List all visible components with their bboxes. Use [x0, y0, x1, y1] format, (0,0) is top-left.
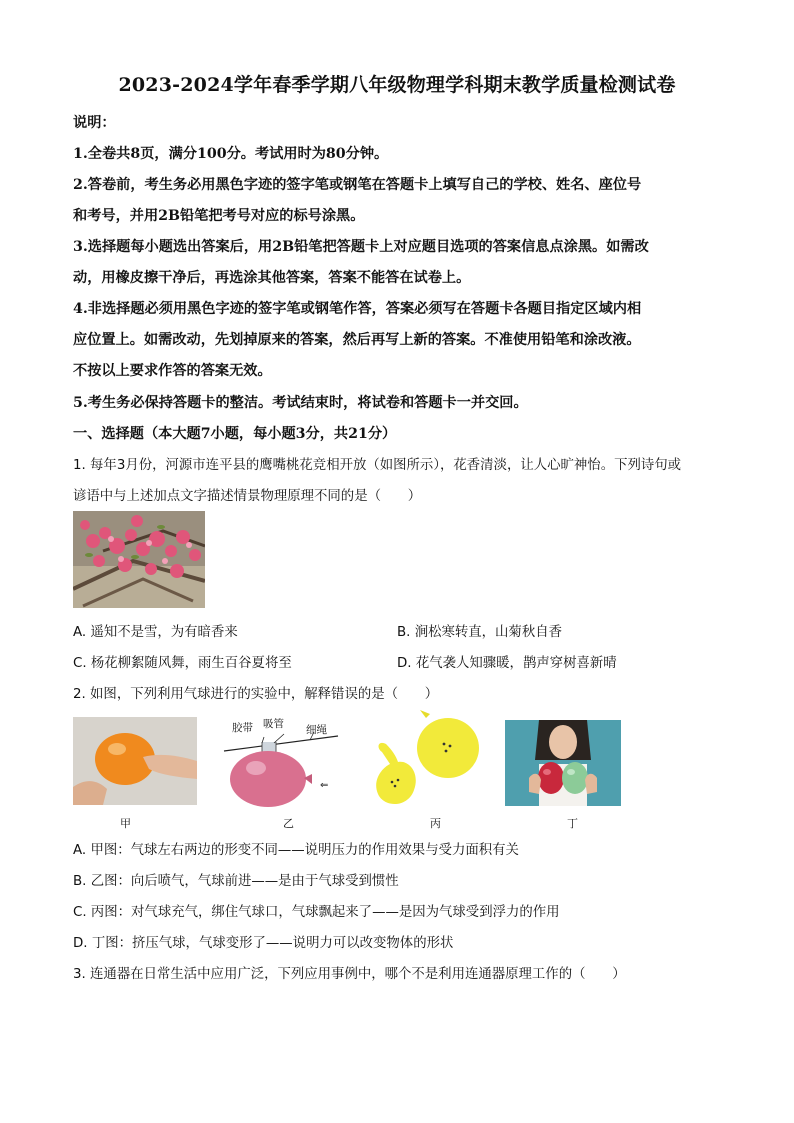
- question-3-text: 3. 连通器在日常生活中应用广泛，下列应用事例中，哪个不是利用连通器原理工作的（ ）: [73, 967, 626, 982]
- instructions-heading: 说明：: [73, 115, 116, 131]
- instruction-line: 动，用橡皮擦干净后，再选涂其他答案，答案不能答在试卷上。: [73, 270, 471, 286]
- yellow-balloons-diagram: [368, 710, 486, 810]
- option-b: B. 涧松寒转直，山菊秋自香: [397, 625, 562, 640]
- girl-balloons-photo: [505, 720, 621, 806]
- peach-blossom-photo: [73, 511, 205, 608]
- option-c: C. 丙图：对气球充气，绑住气球口，气球飘起来了——是因为气球受到浮力的作用: [73, 905, 560, 920]
- instruction-line: 5.考生务必保持答题卡的整洁。考试结束时，将试卷和答题卡一并交回。: [73, 395, 528, 411]
- instruction-line: 2.答卷前，考生务必用黑色字迹的签字笔或钢笔在答题卡上填写自己的学校、姓名、座位号: [73, 177, 642, 193]
- instruction-line: 不按以上要求作答的答案无效。: [73, 363, 272, 379]
- caption-yi: 乙: [283, 817, 294, 830]
- section-heading: 一、选择题（本大题7小题，每小题3分，共21分）: [73, 426, 397, 442]
- svg-text:⇐: ⇐: [320, 780, 329, 791]
- tape-label: 胶带: [232, 722, 253, 734]
- instruction-line: 应位置上。如需改动，先划掉原来的答案，然后再写上新的答案。不准使用铅笔和涂改液。: [73, 332, 641, 348]
- instruction-line: 和考号，并用2B铅笔把考号对应的标号涂黑。: [73, 208, 365, 224]
- caption-ding: 丁: [567, 817, 578, 830]
- page-title: 2023-2024学年春季学期八年级物理学科期末教学质量检测试卷: [118, 74, 676, 96]
- option-d: D. 花气袭人知骤暖，鹊声穿树喜新晴: [397, 656, 617, 671]
- question-1-text: 谚语中与上述加点文字描述情景物理原理不同的是（ ）: [73, 489, 422, 504]
- option-c: C. 杨花柳絮随风舞，雨生百谷夏将至: [73, 656, 292, 671]
- option-a: A. 甲图：气球左右两边的形变不同——说明压力的作用效果与受力面积有关: [73, 843, 519, 858]
- option-a: A. 遥知不是雪，为有暗香来: [73, 625, 238, 640]
- balloon-press-photo: [73, 717, 197, 805]
- question-2-text: 2. 如图，下列利用气球进行的实验中，解释错误的是（ ）: [73, 687, 439, 702]
- option-d: D. 丁图：挤压气球，气球变形了——说明力可以改变物体的形状: [73, 936, 454, 951]
- instruction-line: 3.选择题每小题选出答案后，用2B铅笔把答题卡上对应题目选项的答案信息点涂黑。如需改: [73, 239, 649, 255]
- question-1-text: 1. 每年3月份，河源市连平县的鹰嘴桃花竞相开放（如图所示），花香清淡，让人心旷神怡。下列诗句或: [73, 458, 682, 473]
- caption-jia: 甲: [120, 817, 131, 830]
- instruction-line: 4.非选择题必须用黑色字迹的签字笔或钢笔作答，答案必须写在答题卡各题目指定区域内相: [73, 301, 642, 317]
- caption-bing: 丙: [430, 817, 441, 830]
- option-b: B. 乙图：向后喷气，气球前进——是由于气球受到惯性: [73, 874, 399, 889]
- straw-label: 吸管: [263, 718, 284, 730]
- string-label: 细绳: [306, 724, 327, 736]
- instruction-line: 1.全卷共8页，满分100分。考试用时为80分钟。: [73, 146, 389, 162]
